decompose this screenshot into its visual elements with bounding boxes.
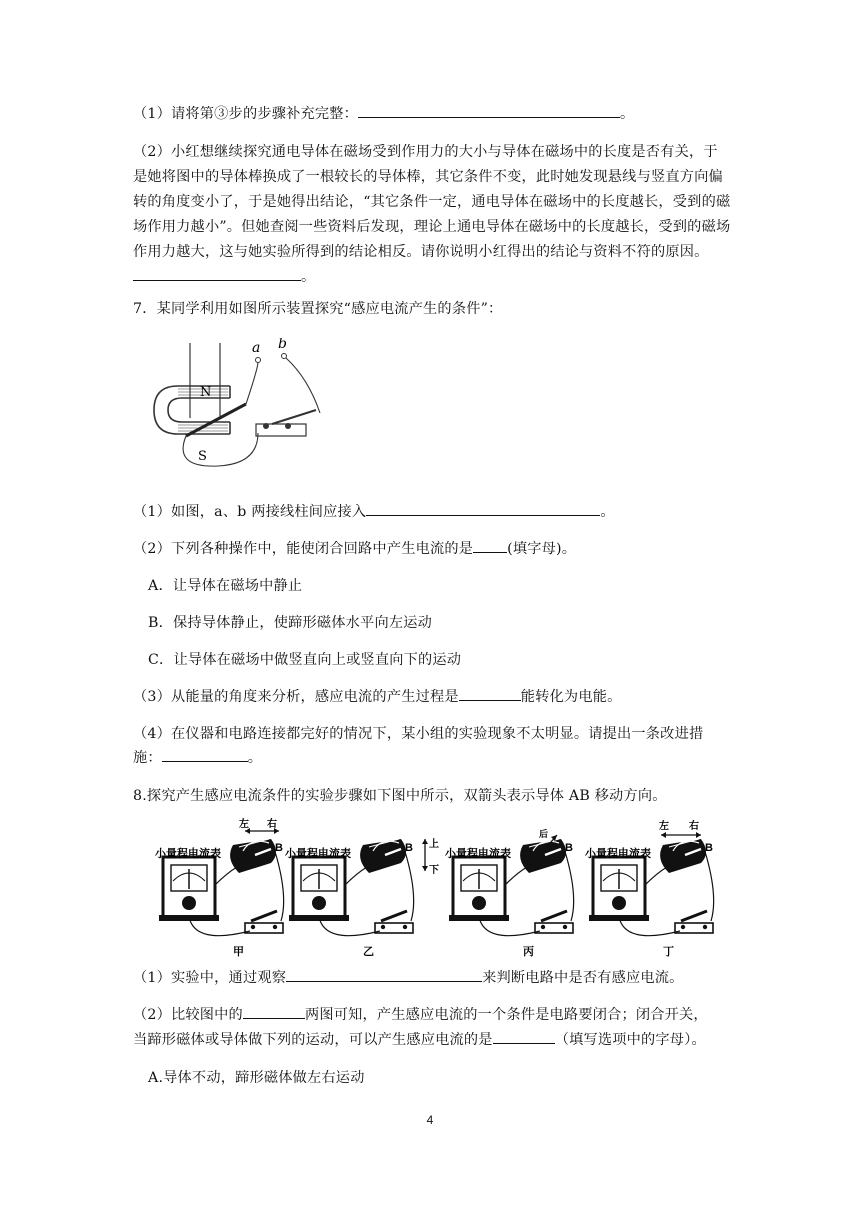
answer-blank[interactable] — [459, 686, 521, 701]
panel-caption: 甲 — [233, 946, 244, 958]
q8-experiment-figure — [155, 815, 725, 960]
answer-blank[interactable] — [473, 538, 507, 553]
point-b-label: B — [565, 842, 573, 854]
q7-part3: （3）从能量的角度来分析，感应电流的产生过程是 能转化为电能。 — [133, 685, 733, 709]
q7-part2: （2）下列各种操作中，能使闭合回路中产生电流的是 (填字母)。 — [133, 537, 733, 561]
answer-blank[interactable] — [358, 103, 620, 118]
q7-title: 7．某同学利用如图所示装置探究“感应电流产生的条件”： — [133, 301, 503, 317]
arrow-down-label: 下 — [429, 865, 439, 876]
induction-apparatus-figure — [148, 338, 348, 473]
south-pole-label: S — [198, 449, 207, 464]
answer-blank[interactable] — [493, 1029, 555, 1044]
panel-yi — [285, 837, 439, 958]
meter-label: 小量程电流表 — [155, 848, 221, 860]
point-b-label: B — [275, 842, 283, 854]
q7-part4: （4）在仪器和电路连接都完好的情况下，某小组的实验现象不太明显。请提出一条改进措施： 。 — [133, 726, 704, 766]
panel-bing — [445, 828, 574, 958]
page-number: 4 — [426, 1113, 434, 1127]
q8-part2-line2: 当蹄形磁体或导体做下列的运动，可以产生感应电流的是 （填写选项中的字母）。 — [133, 1028, 733, 1052]
q7-option-b: B．保持导体静止，使蹄形磁体水平向左运动 — [148, 615, 432, 631]
q8-part1: （1）实验中，通过观察 来判断电路中是否有感应电流。 — [133, 966, 733, 990]
answer-blank[interactable] — [286, 967, 482, 982]
answer-blank[interactable] — [243, 1004, 305, 1019]
q7-part1: （1）如图，a、b 两接线柱间应接入 。 — [133, 500, 733, 524]
terminal-b-label: b — [278, 338, 287, 352]
q6-part2: （2）小红想继续探究通电导体在磁场受到作用力的大小与导体在磁场中的长度是否有关，于是她将图中的导体棒换成了一根较长的导体棒，其它条件不变，此时她发现悬线与竖直方向偏转的角度变小了，于是她得出结论，“其它条件一定，通电导体在磁场中的长度越长，受到的磁场作用力越小”。但她查阅一些资料后发现，理论上通电导体在磁场中的长度越长，受到的磁场作用力越大，这与她实验所得到的结论相反。请你说明小红得出的结论与资料不符的原因。。 — [133, 144, 731, 285]
q7-option-c: C．让导体在磁场中做竖直向上或竖直向下的运动 — [148, 652, 462, 668]
arrow-up-label: 上 — [429, 839, 439, 850]
q8-title: 8.探究产生感应电流条件的实验步骤如下图中所示，双箭头表示导体 AB 移动方向。 — [133, 788, 667, 804]
answer-blank[interactable] — [133, 266, 301, 281]
panel-caption: 丙 — [523, 946, 534, 958]
panel-caption: 丁 — [663, 946, 674, 958]
north-pole-label: N — [200, 385, 212, 400]
arrow-left-label: 左 — [239, 819, 249, 830]
answer-blank[interactable] — [366, 501, 600, 516]
meter-label: 小量程电流表 — [445, 848, 511, 860]
q8-part2-line1: （2）比较图中的 两图可知，产生感应电流的一个条件是电路要闭合；闭合开关， — [133, 1003, 733, 1027]
arrow-back-label: 后 — [539, 829, 549, 839]
answer-blank[interactable] — [162, 747, 248, 762]
point-b-label: B — [705, 842, 713, 854]
point-b-label: B — [405, 842, 413, 854]
meter-label: 小量程电流表 — [285, 848, 351, 860]
q7-option-a: A．让导体在磁场中静止 — [148, 578, 303, 594]
arrow-right-label: 右 — [267, 819, 277, 830]
panel-ding — [585, 819, 714, 958]
arrow-right-label: 右 — [689, 821, 699, 832]
arrow-left-label: 左 — [659, 821, 669, 832]
meter-label: 小量程电流表 — [585, 848, 651, 860]
q6-part1: （1）请将第③步的步骤补充完整： 。 — [133, 102, 733, 126]
panel-jia — [155, 817, 284, 958]
terminal-a-label: a — [252, 340, 261, 356]
q8-option-a: A.导体不动，蹄形磁体做左右运动 — [148, 1070, 365, 1086]
panel-caption: 乙 — [363, 946, 374, 958]
